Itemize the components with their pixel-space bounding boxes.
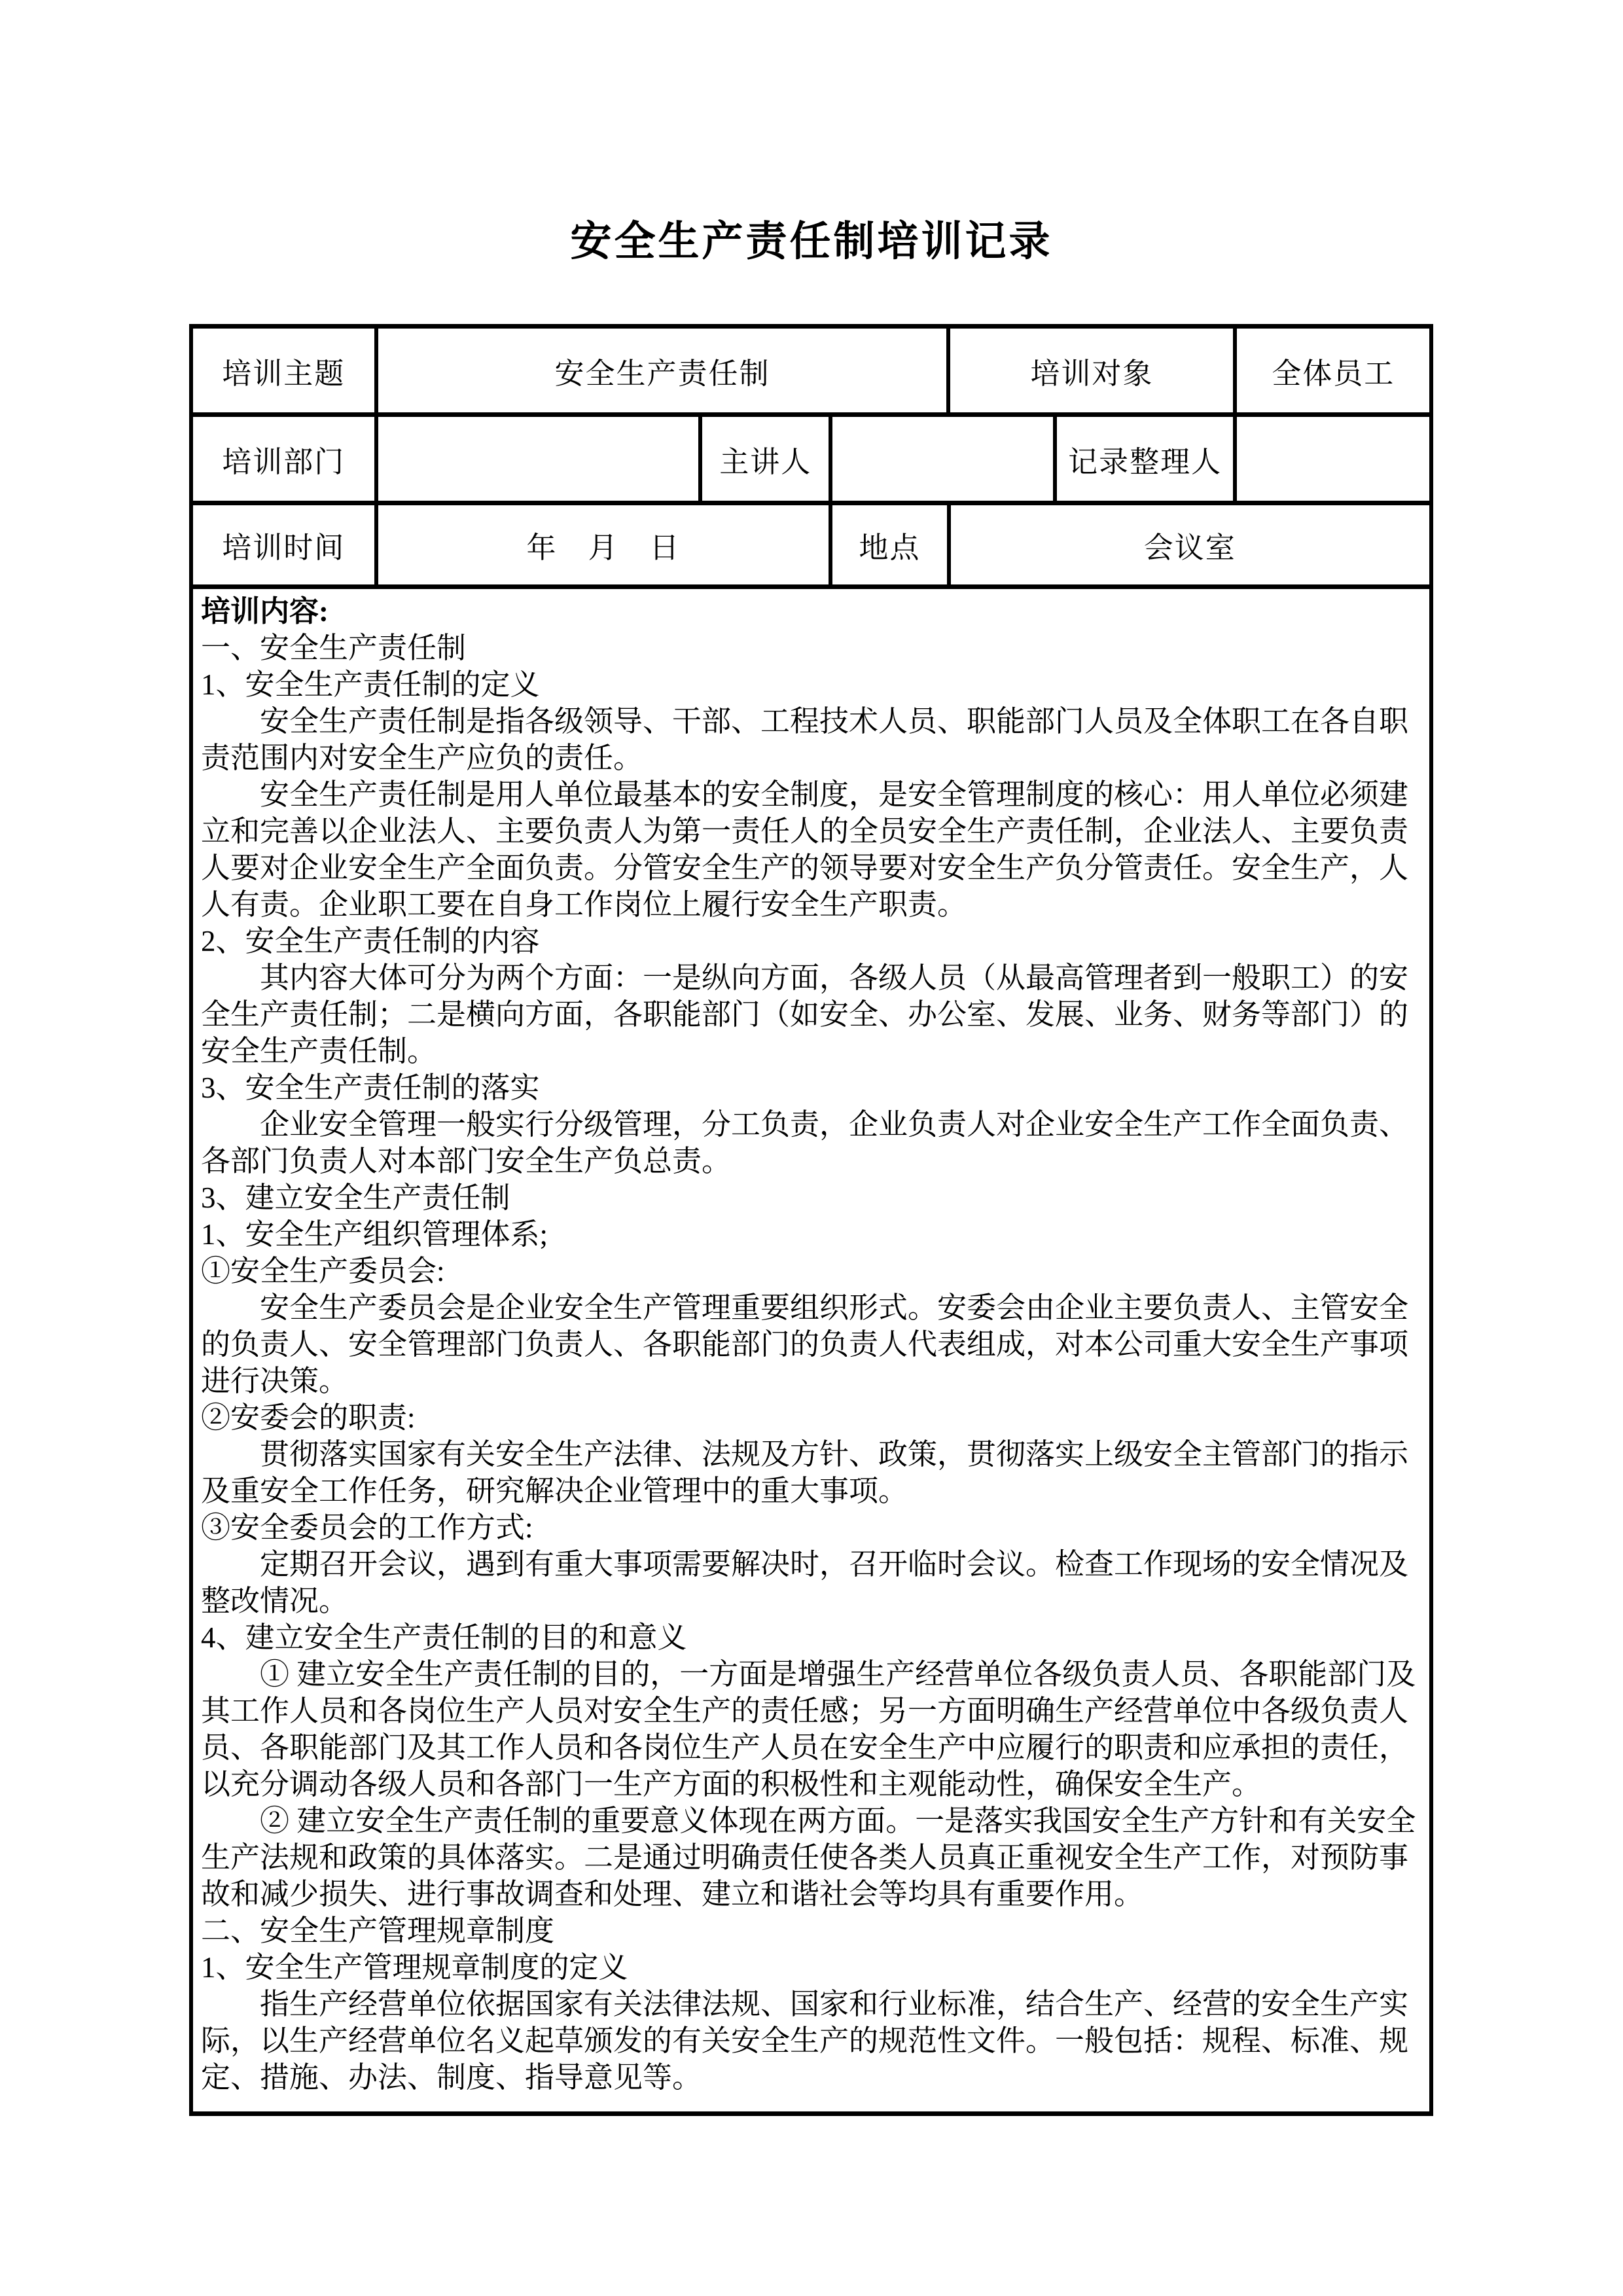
section-heading: 二、安全生产管理规章制度	[201, 1914, 555, 1947]
subsection-heading: 4、建立安全生产责任制的目的和意义	[201, 1621, 687, 1654]
training-time-value: 年 月 日	[378, 505, 833, 584]
content-paragraph: 贯彻落实国家有关安全生产法律、法规及方针、政策，贯彻落实上级安全主管部门的指示及重安全工作任务，研究解决企业管理中的重大事项。	[201, 1438, 1409, 1507]
lecturer-label: 主讲人	[702, 417, 832, 501]
training-topic-label: 培训主题	[193, 329, 378, 412]
table-row	[193, 329, 1429, 417]
content-paragraph: ① 建立安全生产责任制的目的，一方面是增强生产经营单位各级负责人员、各职能部门及其工作人员和各岗位生产人员对安全生产的责任感；另一方面明确生产经营单位中各级负责人员、各职能部门及其工作人员和各岗位生产人员在安全生产中应履行的职责和应承担的责任，以充分调动各级人员和各部门一生产方面的积极性和主观能动性，确保安全生产。	[201, 1658, 1416, 1801]
training-topic-value: 安全生产责任制	[378, 329, 951, 412]
subsection-heading: 1、安全生产管理规章制度的定义	[201, 1951, 628, 1984]
content-paragraph: 安全生产委员会是企业安全生产管理重要组织形式。安委会由企业主要负责人、主管安全的负责人、安全管理部门负责人、各职能部门的负责人代表组成，对本公司重大安全生产事项进行决策。	[201, 1291, 1409, 1397]
training-record-table	[189, 324, 1433, 2116]
content-paragraph: 其内容大体可分为两个方面：一是纵向方面，各级人员（从最高管理者到一般职工）的安全生产责任制；二是横向方面，各职能部门（如安全、办公室、发展、业务、财务等部门）的安全生产责任制。	[201, 961, 1409, 1067]
training-department-label: 培训部门	[193, 417, 378, 501]
training-department-value	[378, 417, 703, 501]
table-row	[193, 417, 1429, 505]
lecturer-value	[832, 417, 1056, 501]
subsection-heading: 3、安全生产责任制的落实	[201, 1071, 540, 1104]
location-label: 地点	[832, 505, 950, 584]
table-row	[193, 505, 1429, 589]
subsection-heading: 3、建立安全生产责任制	[201, 1181, 510, 1214]
content-paragraph: 定期召开会议，遇到有重大事项需要解决时，召开临时会议。检查工作现场的安全情况及整改情况。	[201, 1548, 1409, 1617]
list-item-heading: ①安全生产委员会:	[201, 1255, 445, 1287]
training-audience-value: 全体员工	[1272, 357, 1395, 390]
recorder-value	[1237, 417, 1429, 501]
subsection-heading: 1、安全生产组织管理体系;	[201, 1218, 548, 1251]
section-heading: 一、安全生产责任制	[201, 632, 467, 664]
content-paragraph: 企业安全管理一般实行分级管理，分工负责，企业负责人对企业安全生产工作全面负责、各部门负责人对本部门安全生产负总责。	[201, 1108, 1409, 1177]
content-paragraph: ② 建立安全生产责任制的重要意义体现在两方面。一是落实我国安全生产方针和有关安全生产法规和政策的具体落实。二是通过明确责任使各类人员真正重视安全生产工作，对预防事故和减少损失、进行事故调查和处理、建立和谐社会等均具有重要作用。	[201, 1804, 1416, 1910]
list-item-heading: ②安委会的职责:	[201, 1401, 416, 1434]
subsection-heading: 2、安全生产责任制的内容	[201, 925, 540, 958]
training-time-label: 培训时间	[193, 505, 378, 584]
content-paragraph: 安全生产责任制是指各级领导、干部、工程技术人员、职能部门人员及全体职工在各自职责范围内对安全生产应负的责任。	[201, 705, 1409, 774]
content-paragraph: 指生产经营单位依据国家有关法律法规、国家和行业标准，结合生产、经营的安全生产实际，以生产经营单位名义起草颁发的有关安全生产的规范性文件。一般包括：规程、标准、规定、措施、办法、制度、指导意见等。	[201, 1988, 1409, 2094]
location-value: 会议室	[1143, 531, 1236, 564]
training-audience-label: 培训对象	[950, 329, 1237, 412]
training-content-cell	[193, 589, 1429, 2111]
recorder-label: 记录整理人	[1057, 417, 1238, 501]
page-title: 安全生产责任制培训记录	[570, 219, 1053, 264]
content-paragraph: 安全生产责任制是用人单位最基本的安全制度，是安全管理制度的核心：用人单位必须建立和完善以企业法人、主要负责人为第一责任人的全员安全生产责任制，企业法人、主要负责人要对企业安全生产全面负责。分管安全生产的领导要对安全生产负分管责任。安全生产，人人有责。企业职工要在自身工作岗位上履行安全生产职责。	[201, 778, 1409, 921]
content-heading: 培训内容:	[201, 595, 329, 628]
subsection-heading: 1、安全生产责任制的定义	[201, 668, 540, 701]
list-item-heading: ③安全委员会的工作方式:	[201, 1511, 533, 1544]
